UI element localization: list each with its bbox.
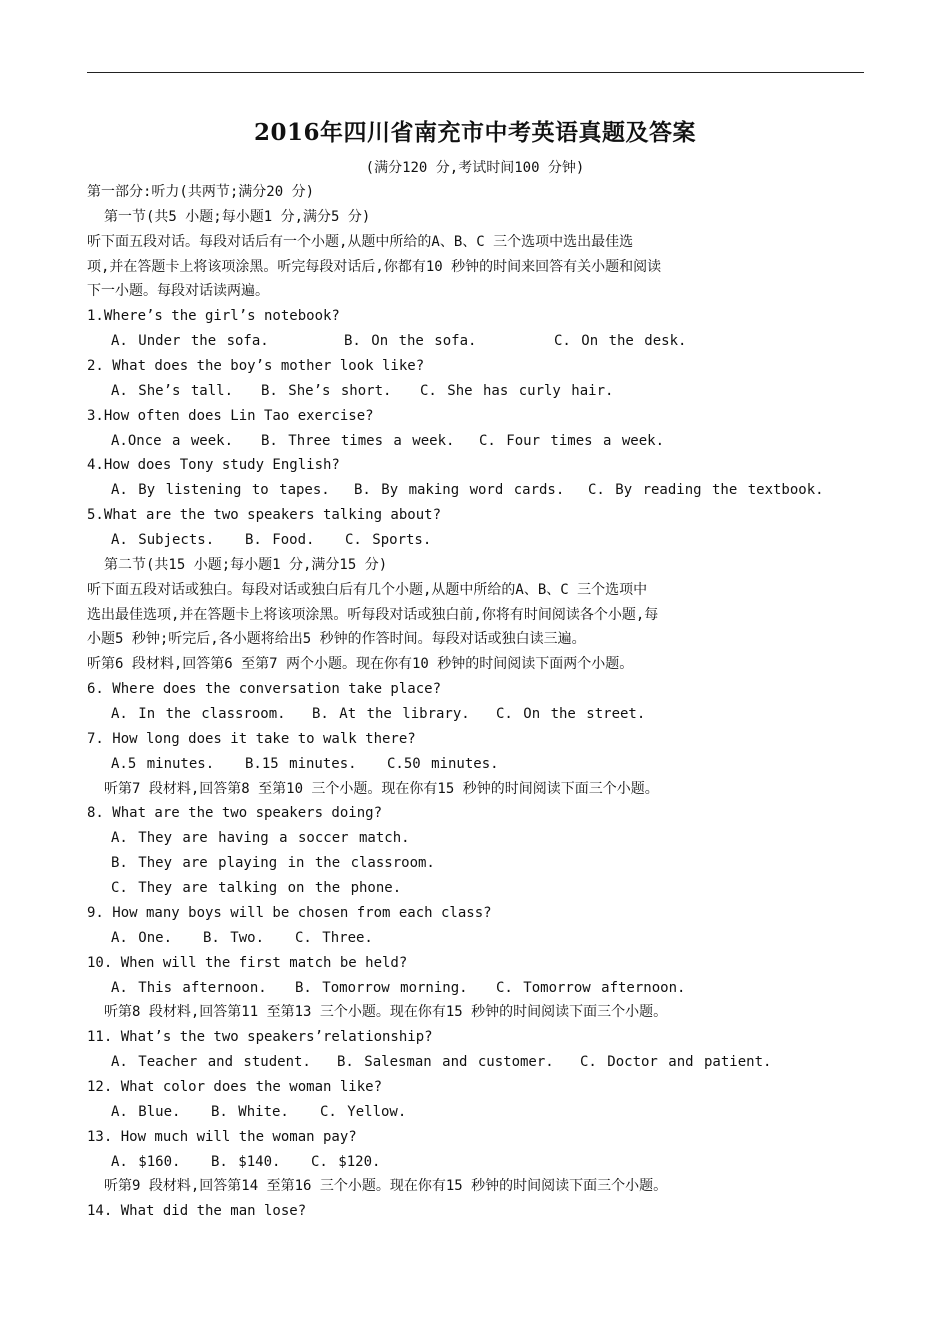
option-a: A. Teacher and student.: [111, 1054, 311, 1071]
option-a: A.5 minutes.: [111, 755, 215, 772]
option-c: C. Yellow.: [320, 1103, 407, 1120]
question-options: [87, 1050, 867, 1075]
option-c: C. On the desk.: [554, 333, 687, 350]
section2-instructions-line: 听下面五段对话或独白。每段对话或独白后有几个小题,从题中所给的A、B、C 三个选项中: [87, 581, 648, 598]
section1-instructions-line: 项,并在答题卡上将该项涂黑。听完每段对话后,你都有10 秒钟的时间来回答有关小题和阅读: [87, 258, 662, 275]
option-b: B. At the library.: [312, 706, 470, 723]
option-b: B. Three times a week.: [261, 432, 455, 449]
material-instruction: 听第8 段材料,回答第11 至第13 三个小题。现在你有15 秒钟的时间阅读下面三个小题。: [104, 1004, 668, 1021]
option-c: C. Four times a week.: [479, 432, 665, 449]
question-stem: 8. What are the two speakers doing?: [87, 805, 383, 822]
option-a: A. In the classroom.: [111, 706, 286, 723]
option-b: B. White.: [211, 1103, 289, 1120]
option-c: C.50 minutes.: [387, 755, 499, 772]
question-options: [87, 702, 867, 727]
question-options: [87, 1100, 867, 1125]
option-c: C. Three.: [295, 929, 373, 946]
option-c: C. By reading the textbook.: [588, 482, 824, 499]
section1-instructions-line: 下一小题。每段对话读两遍。: [87, 283, 269, 300]
header-rule: [87, 72, 864, 73]
option-b: B. On the sofa.: [344, 333, 477, 350]
option-b: B. Two.: [203, 929, 265, 946]
option-b: B.15 minutes.: [245, 755, 357, 772]
question-options: [87, 379, 867, 404]
question-stem: 1.Where’s the girl’s notebook?: [87, 308, 340, 325]
question-options: [87, 329, 867, 354]
question-option: B. They are playing in the classroom.: [111, 855, 435, 872]
option-a: A.Once a week.: [111, 432, 234, 449]
question-stem: 13. How much will the woman pay?: [87, 1128, 357, 1145]
option-a: A. Blue.: [111, 1103, 181, 1120]
question-stem: 7. How long does it take to walk there?: [87, 730, 416, 747]
section2-instructions-line: 小题5 秒钟;听完后,各小题将给出5 秒钟的作答时间。每段对话或独白读三遍。: [87, 631, 586, 648]
option-a: A. This afternoon.: [111, 979, 267, 996]
option-c: C. Tomorrow afternoon.: [496, 979, 686, 996]
option-c: C. Sports.: [345, 532, 432, 549]
section1-instructions-line: 听下面五段对话。每段对话后有一个小题,从题中所给的A、B、C 三个选项中选出最佳选: [87, 233, 634, 250]
option-c: C. She has curly hair.: [420, 382, 614, 399]
option-a: A. Under the sofa.: [111, 333, 269, 350]
question-stem: 11. What’s the two speakers’relationship?: [87, 1029, 433, 1046]
option-a: A. $160.: [111, 1153, 181, 1170]
option-a: A. One.: [111, 929, 173, 946]
option-a: A. She’s tall.: [111, 382, 234, 399]
question-stem: 10. When will the first match be held?: [87, 954, 408, 971]
question-options: [87, 1150, 867, 1175]
question-stem: 3.How often does Lin Tao exercise?: [87, 407, 374, 424]
material-instruction: 听第7 段材料,回答第8 至第10 三个小题。现在你有15 秒钟的时间阅读下面三个小题。: [104, 780, 659, 797]
exam-body: [87, 180, 867, 1224]
material-instruction: 听第6 段材料,回答第6 至第7 两个小题。现在你有10 秒钟的时间阅读下面两个小题。: [87, 656, 634, 673]
question-options: [87, 478, 867, 503]
option-a: A. By listening to tapes.: [111, 482, 330, 499]
part1-heading: 第一部分:听力(共两节;满分20 分): [87, 184, 315, 200]
exam-info: (满分120 分,考试时间100 分钟): [365, 160, 585, 176]
option-b: B. Salesman and customer.: [337, 1054, 554, 1071]
option-b: B. $140.: [211, 1153, 281, 1170]
question-stem: 12. What color does the woman like?: [87, 1078, 383, 1095]
question-options: [87, 429, 867, 454]
section2-instructions-line: 选出最佳选项,并在答题卡上将该项涂黑。听每段对话或独白前,你将有时间阅读各个小题,每: [87, 606, 659, 623]
question-stem: 9. How many boys will be chosen from each class?: [87, 904, 492, 921]
section2-heading: 第二节(共15 小题;每小题1 分,满分15 分): [104, 556, 388, 573]
question-stem: 2. What does the boy’s mother look like?: [87, 358, 425, 375]
question-stem: 14. What did the man lose?: [87, 1203, 307, 1220]
question-option: C. They are talking on the phone.: [111, 880, 402, 897]
question-stem: 6. Where does the conversation take place?: [87, 681, 442, 698]
option-c: C. Doctor and patient.: [580, 1054, 772, 1071]
option-b: B. Tomorrow morning.: [295, 979, 468, 996]
question-options: [87, 752, 867, 777]
question-options: [87, 528, 867, 553]
option-b: B. By making word cards.: [354, 482, 565, 499]
section1-heading: 第一节(共5 小题;每小题1 分,满分5 分): [104, 208, 371, 225]
material-instruction: 听第9 段材料,回答第14 至第16 三个小题。现在你有15 秒钟的时间阅读下面三个小题。: [104, 1178, 668, 1195]
question-option: A. They are having a soccer match.: [111, 830, 410, 847]
option-b: B. Food.: [245, 532, 315, 549]
question-stem: 4.How does Tony study English?: [87, 457, 340, 474]
question-stem: 5.What are the two speakers talking about?: [87, 507, 442, 524]
page-title: 2016年四川省南充市中考英语真题及答案: [253, 119, 696, 146]
option-c: C. $120.: [311, 1153, 381, 1170]
option-b: B. She’s short.: [261, 382, 392, 399]
option-a: A. Subjects.: [111, 532, 215, 549]
question-options: [87, 926, 867, 951]
question-options: [87, 976, 867, 1001]
option-c: C. On the street.: [496, 706, 646, 723]
